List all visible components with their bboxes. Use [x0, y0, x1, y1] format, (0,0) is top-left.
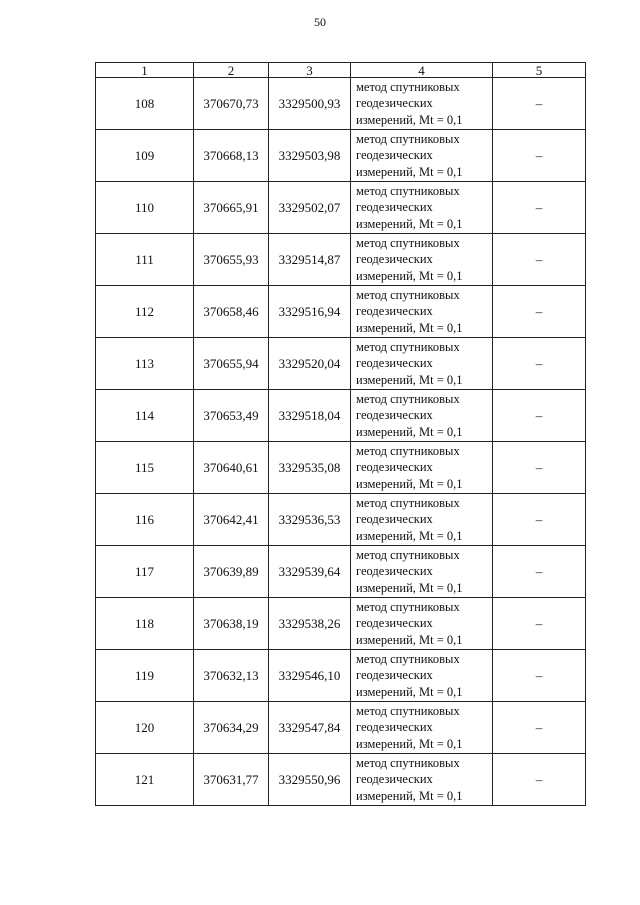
y-coordinate-cell: 3329547,84 [269, 702, 351, 754]
method-line: геодезических [356, 148, 433, 163]
point-number-cell: 120 [96, 702, 194, 754]
table-row [96, 650, 586, 702]
table-body [96, 78, 586, 806]
method-line: геодезических [356, 200, 433, 215]
x-coordinate-cell: 370632,13 [194, 650, 269, 702]
method-line: измерений, Mt = 0,1 [356, 268, 463, 283]
note-cell: – [493, 598, 586, 650]
table-row [96, 598, 586, 650]
method-cell [351, 598, 493, 650]
y-coordinate-cell: 3329502,07 [269, 182, 351, 234]
method-line: геодезических [356, 408, 433, 423]
x-coordinate-cell: 370670,73 [194, 78, 269, 130]
method-line: измерений, Mt = 0,1 [356, 164, 463, 179]
method-line: метод спутниковых [356, 183, 460, 198]
x-coordinate-cell: 370653,49 [194, 390, 269, 442]
table-row [96, 390, 586, 442]
method-line: геодезических [356, 304, 433, 319]
x-coordinate-cell: 370638,19 [194, 598, 269, 650]
coordinates-table [95, 62, 586, 806]
note-cell: – [493, 546, 586, 598]
method-cell [351, 130, 493, 182]
point-number-cell: 118 [96, 598, 194, 650]
point-number-cell: 110 [96, 182, 194, 234]
method-line: измерений, Mt = 0,1 [356, 476, 463, 491]
note-cell: – [493, 754, 586, 806]
table-row [96, 286, 586, 338]
method-line: метод спутниковых [356, 547, 460, 562]
method-cell [351, 442, 493, 494]
method-cell [351, 702, 493, 754]
method-line: геодезических [356, 356, 433, 371]
point-number-cell: 109 [96, 130, 194, 182]
method-line: измерений, Mt = 0,1 [356, 528, 463, 543]
x-coordinate-cell: 370665,91 [194, 182, 269, 234]
table-row [96, 182, 586, 234]
note-cell: – [493, 130, 586, 182]
method-line: геодезических [356, 720, 433, 735]
point-number-cell: 121 [96, 754, 194, 806]
x-coordinate-cell: 370639,89 [194, 546, 269, 598]
page-number: 50 [314, 15, 326, 29]
note-cell: – [493, 650, 586, 702]
point-number-cell: 108 [96, 78, 194, 130]
method-cell [351, 78, 493, 130]
method-line: геодезических [356, 668, 433, 683]
method-line: измерений, Mt = 0,1 [356, 424, 463, 439]
method-cell [351, 338, 493, 390]
method-line: геодезических [356, 252, 433, 267]
method-line: метод спутниковых [356, 495, 460, 510]
point-number-cell: 113 [96, 338, 194, 390]
column-header-3: 3 [269, 63, 351, 78]
table-header-row [96, 63, 586, 78]
column-header-1: 1 [96, 63, 194, 78]
method-line: измерений, Mt = 0,1 [356, 216, 463, 231]
method-line: метод спутниковых [356, 443, 460, 458]
column-header-2: 2 [194, 63, 269, 78]
y-coordinate-cell: 3329539,64 [269, 546, 351, 598]
method-line: метод спутниковых [356, 651, 460, 666]
method-line: геодезических [356, 96, 433, 111]
table-row [96, 702, 586, 754]
x-coordinate-cell: 370642,41 [194, 494, 269, 546]
table-row [96, 234, 586, 286]
table-row [96, 546, 586, 598]
point-number-cell: 117 [96, 546, 194, 598]
x-coordinate-cell: 370655,93 [194, 234, 269, 286]
table-row [96, 754, 586, 806]
table-row [96, 442, 586, 494]
y-coordinate-cell: 3329503,98 [269, 130, 351, 182]
method-cell [351, 234, 493, 286]
method-line: измерений, Mt = 0,1 [356, 320, 463, 335]
method-cell [351, 546, 493, 598]
point-number-cell: 115 [96, 442, 194, 494]
column-header-4: 4 [351, 63, 493, 78]
method-line: метод спутниковых [356, 287, 460, 302]
method-line: геодезических [356, 564, 433, 579]
method-cell [351, 182, 493, 234]
y-coordinate-cell: 3329546,10 [269, 650, 351, 702]
y-coordinate-cell: 3329535,08 [269, 442, 351, 494]
table-row [96, 338, 586, 390]
method-line: геодезических [356, 460, 433, 475]
note-cell: – [493, 234, 586, 286]
method-line: метод спутниковых [356, 131, 460, 146]
point-number-cell: 111 [96, 234, 194, 286]
note-cell: – [493, 442, 586, 494]
y-coordinate-cell: 3329520,04 [269, 338, 351, 390]
note-cell: – [493, 78, 586, 130]
method-cell [351, 390, 493, 442]
method-line: метод спутниковых [356, 391, 460, 406]
method-cell [351, 754, 493, 806]
method-line: геодезических [356, 512, 433, 527]
method-line: измерений, Mt = 0,1 [356, 372, 463, 387]
x-coordinate-cell: 370631,77 [194, 754, 269, 806]
note-cell: – [493, 702, 586, 754]
point-number-cell: 114 [96, 390, 194, 442]
point-number-cell: 116 [96, 494, 194, 546]
y-coordinate-cell: 3329516,94 [269, 286, 351, 338]
point-number-cell: 112 [96, 286, 194, 338]
method-line: измерений, Mt = 0,1 [356, 736, 463, 751]
y-coordinate-cell: 3329500,93 [269, 78, 351, 130]
note-cell: – [493, 390, 586, 442]
method-cell [351, 494, 493, 546]
method-line: геодезических [356, 616, 433, 631]
column-header-5: 5 [493, 63, 586, 78]
x-coordinate-cell: 370634,29 [194, 702, 269, 754]
method-line: метод спутниковых [356, 703, 460, 718]
method-line: измерений, Mt = 0,1 [356, 684, 463, 699]
x-coordinate-cell: 370640,61 [194, 442, 269, 494]
y-coordinate-cell: 3329518,04 [269, 390, 351, 442]
point-number-cell: 119 [96, 650, 194, 702]
table-row [96, 130, 586, 182]
x-coordinate-cell: 370655,94 [194, 338, 269, 390]
y-coordinate-cell: 3329536,53 [269, 494, 351, 546]
note-cell: – [493, 494, 586, 546]
method-line: геодезических [356, 772, 433, 787]
method-line: метод спутниковых [356, 339, 460, 354]
note-cell: – [493, 338, 586, 390]
method-line: измерений, Mt = 0,1 [356, 632, 463, 647]
x-coordinate-cell: 370668,13 [194, 130, 269, 182]
table-row [96, 78, 586, 130]
table-row [96, 494, 586, 546]
method-line: метод спутниковых [356, 755, 460, 770]
note-cell: – [493, 182, 586, 234]
method-line: измерений, Mt = 0,1 [356, 788, 463, 803]
method-cell [351, 286, 493, 338]
y-coordinate-cell: 3329550,96 [269, 754, 351, 806]
y-coordinate-cell: 3329538,26 [269, 598, 351, 650]
method-line: метод спутниковых [356, 79, 460, 94]
x-coordinate-cell: 370658,46 [194, 286, 269, 338]
method-line: измерений, Mt = 0,1 [356, 112, 463, 127]
method-line: измерений, Mt = 0,1 [356, 580, 463, 595]
method-line: метод спутниковых [356, 599, 460, 614]
note-cell: – [493, 286, 586, 338]
method-line: метод спутниковых [356, 235, 460, 250]
method-cell [351, 650, 493, 702]
y-coordinate-cell: 3329514,87 [269, 234, 351, 286]
